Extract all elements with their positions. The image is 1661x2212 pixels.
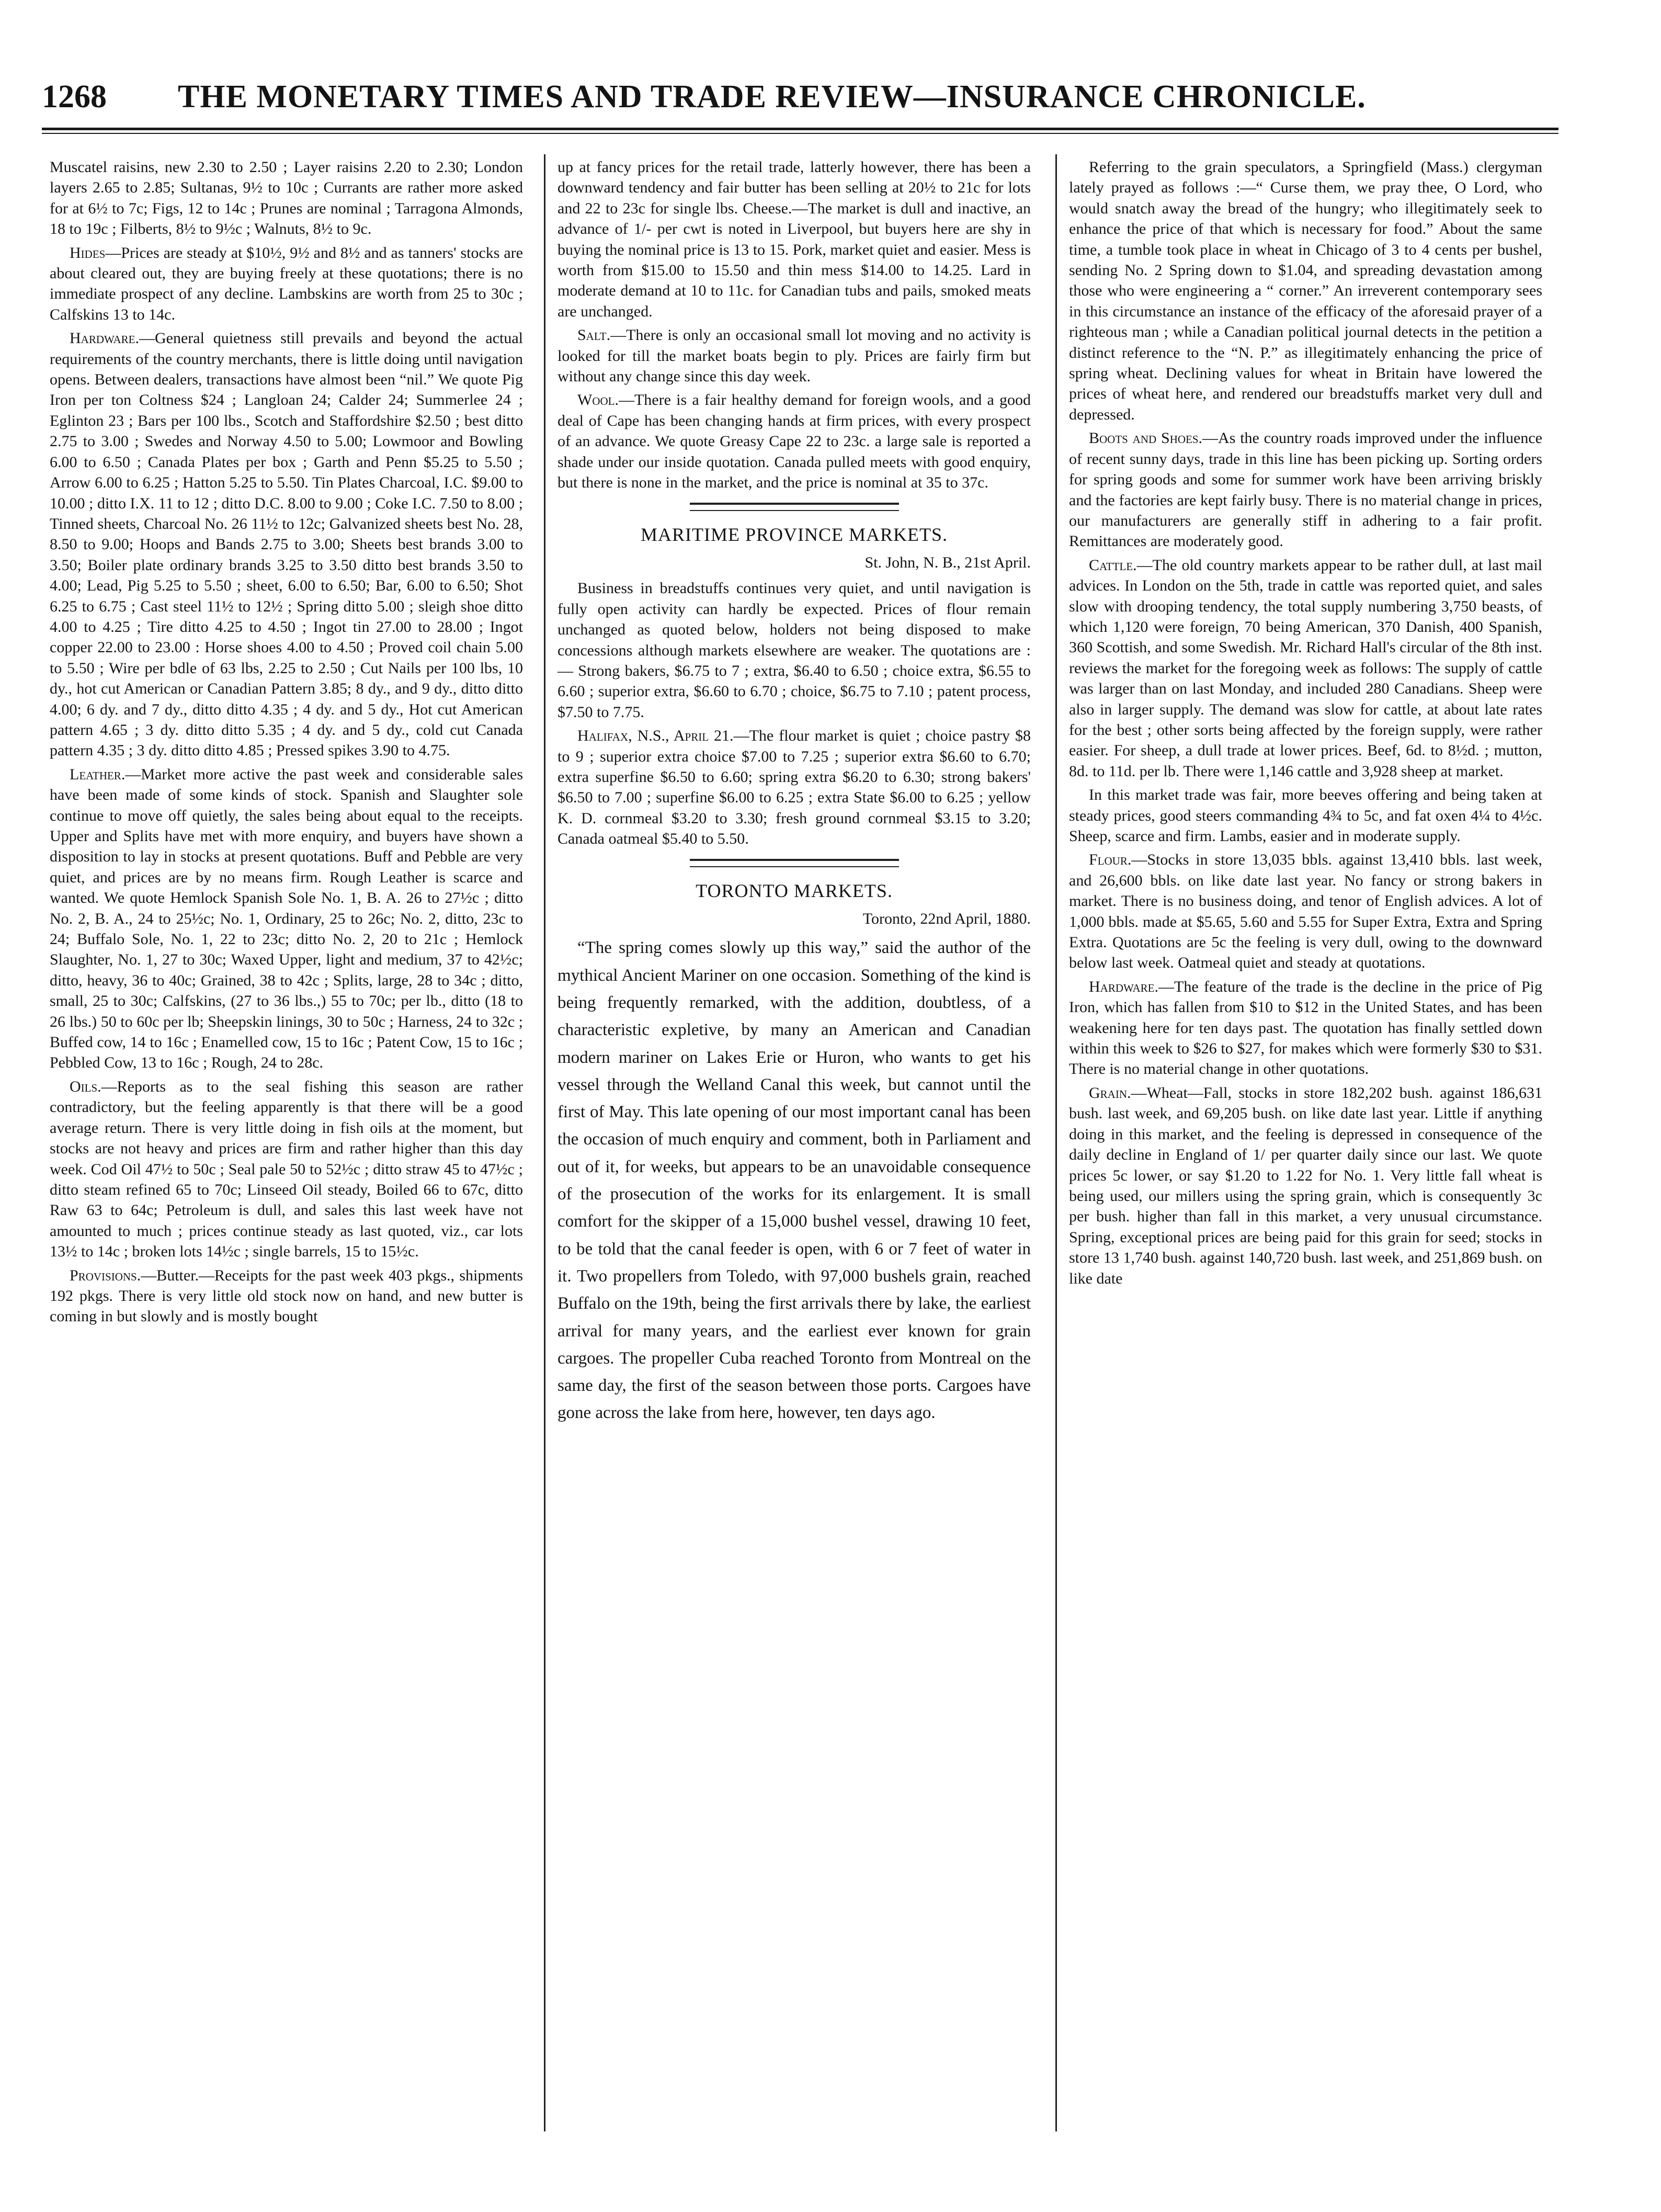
page-number: 1268 <box>42 79 107 115</box>
paragraph-fruits: Muscatel raisins, new 2.30 to 2.50 ; Layer raisins 2.20 to 2.30; London layers 2.65 to 2.85; Sultanas, 9½ to 10c ; Currants are rather more asked for at 6½ to 7c; Figs, 12 to 14c ; Prunes are nominal ; Tarragona Almonds, 18 to 19c ; Filberts, 8½ to 9½c ; Walnuts, 8½ to 9c. <box>50 158 523 238</box>
paragraph-butter-cont: up at fancy prices for the retail trade, latterly however, there has been a downward tendency and fair butter has been selling at 20½ to 21c for lots and 22 to 23c for single lbs. Cheese.—The market is dull and inactive, an advance of 1/- per cwt is noted in Liverpool, but buyers here are shy in buying the nominal price is 13 to 15. Pork, market quiet and easier. Mess is worth from $15.00 to 15.50 and thin mess $14.00 to 14.25. Lard in moderate demand at 10 to 11c. for Canadian tubs and pails, smoked meats are unchanged. <box>558 158 1031 320</box>
section-title-toronto: TORONTO MARKETS. <box>696 880 893 901</box>
paragraph-maritime: Business in breadstuffs continues very quiet, and until navigation is fully open activity can hardly be expected. Prices of flour remain unchanged as quoted below, holders not being disposed to make concessions although markets elsewhere are weaker. The quotations are :— Strong bakers, $6.75 to 7 ; extra, $6.40 to 6.50 ; choice extra, $6.55 to 6.60 ; superior extra, $6.60 to 6.70 ; choice, $6.75 to 7.10 ; patent process, $7.50 to 7.75. <box>558 580 1031 721</box>
section-separator <box>690 859 899 867</box>
paragraph-cattle-local: In this market trade was fair, more beeves offering and being taken at steady prices, good steers commanding 4¾ to 5c, and fat oxen 4¼ to 4½c. Sheep, scarce and firm. Lambs, easier and in moderate supply. <box>1069 786 1542 845</box>
paragraph-grain: Grain.—Wheat—Fall, stocks in store 182,202 bush. against 186,631 bush. last week, and 69,205 bush. on like date last year. Little if anything doing in this market, and the feeling is depressed in consequence of the daily decline in England of 1/ per quarter daily since our last. We quote prices 5c lower, or say $1.20 to 1.22 for No. 1. Very little fall wheat is being used, our millers using the spring grain, which is consequently 3c per bush. higher than fall in this market, a very unusual circumstance. Spring, exceptional prices are being paid for this grain for seed; stocks in store 13 1,740 bush. against 140,720 bush. last week, and 251,869 bush. on like date <box>1069 1084 1542 1287</box>
dateline-toronto: Toronto, 22nd April, 1880. <box>862 910 1031 927</box>
paragraph-toronto: “The spring comes slowly up this way,” said the author of the mythical Ancient Mariner on one occasion. Something of the kind is being frequently remarked, with the addition, doubtless, of a characteristic expletive, by many an American and Canadian modern mariner on Lakes Erie or Huron, who wants to get his vessel through the Welland Canal this week, but cannot until the first of May. This late opening of our most important canal has been the occasion of much enquiry and comment, both in Parliament and out of it, for weeks, but appears to be an unavoidable consequence of the prosecution of the works for its enlargement. It is small comfort for the skipper of a 15,000 bushel vessel, drawing 10 feet, to be told that the canal feeder is open, with 6 or 7 feet of water in it. Two propellers from Toledo, with 97,000 bushels grain, reached Buffalo on the 19th, being the first arrivals there by lake, the earliest arrival for many years, and the earliest ever known for grain cargoes. The propeller Cuba reached Toronto from Montreal on the same day, the first of the season between those ports. Cargoes have gone across the lake from here, however, ten days ago. <box>558 938 1031 1423</box>
page-title: THE MONETARY TIMES AND TRADE REVIEW—INSURANCE CHRONICLE. <box>178 79 1366 115</box>
paragraph-wool: Wool.—There is a fair healthy demand for foreign wools, and a good deal of Cape has been changing hands at firm prices, with every prospect of an advance. We quote Greasy Cape 22 to 23c. a large sale is reported a shade under our inside quotation. Canada pulled meets with good enquiry, but there is none in the market, and the price is nominal at 35 to 37c. <box>558 391 1031 492</box>
section-separator <box>690 503 899 511</box>
paragraph-oils: Oils.—Reports as to the seal fishing this season are rather contradictory, but the feeling apparently is that there will be a good average return. There is very little doing in fish oils at the moment, but stocks are not heavy and prices are firm and rather higher than this day week. Cod Oil 47½ to 50c ; Seal pale 50 to 52½c ; ditto straw 45 to 47½c ; ditto steam refined 65 to 70c; Linseed Oil steady, Boiled 66 to 67c, ditto Raw 63 to 64c; Petroleum is dull, and sales this last week have not amounted to much ; prices continue steady as last quoted, viz., car lots 13½ to 14c ; broken lots 14½c ; single barrels, 15 to 15½c. <box>50 1077 523 1261</box>
column-2 <box>558 157 1031 1430</box>
column-3 <box>1069 157 1542 1292</box>
paragraph-grain-speculators: Referring to the grain speculators, a Springfield (Mass.) clergyman lately prayed as follows :—“ Curse them, we pray thee, O Lord, who would snatch away the bread of the hungry; who illegitimately seek to enhance the price of that which is necessary for food.” About the same time, a tumble took place in wheat in Chicago of 3 to 4 cents per bushel, sending No. 2 Spring down to $1.04, and spreading devastation among those who were engineering a “ corner.” An irreverent contemporary sees in this circumstance an instance of the efficacy of the aforesaid prayer of a righteous man ; while a Canadian political journal detects in the petition a distinct reference to the “N. P.” as illegitimately enhancing the price of spring wheat. Declining values for wheat in Britain have lowered the prices of wheat here, and rendered our breadstuffs market very dull and depressed. <box>1069 158 1542 423</box>
paragraph-flour: Flour.—Stocks in store 13,035 bbls. against 13,410 bbls. last week, and 26,600 bbls. on like date last year. No fancy or strong bakers in market. There is no business doing, and tenor of English advices. A lot of 1,000 bbls. made at $5.65, 5.60 and 5.55 for Super Extra, Extra and Spring Extra. Quotations are 5c the feeling is very dull, owing to the downward below last week. Oatmeal quiet and steady at quotations. <box>1069 851 1542 972</box>
paragraph-hardware: Hardware.—General quietness still prevails and beyond the actual requirements of the country merchants, there is little doing until navigation opens. Between dealers, transactions have almost been “nil.” We quote Pig Iron per ton Coltness $24 ; Langloan 24; Calder 24; Summerlee 24 ; Eglinton 23 ; Bars per 100 lbs., Scotch and Staffordshire $2.50 ; best ditto 2.75 to 3.00 ; Swedes and Norway 4.50 to 5.00; Lowmoor and Bowling 6.00 to 6.50 ; Canada Plates per box ; Garth and Penn $5.25 to 5.50 ; Arrow 6.00 to 6.25 ; Hatton 5.25 to 5.50. Tin Plates Charcoal, I.C. $9.00 to 10.00 ; ditto I.X. 11 to 12 ; ditto D.C. 8.00 to 9.00 ; Coke I.C. 7.50 to 8.00 ; Tinned sheets, Charcoal No. 26 11½ to 12c; Galvanized sheets best No. 28, 8.50 to 9.00; Hoops and Bands 2.75 to 3.00; Sheets best brands 3.00 to 3.50; Boiler plate ordinary brands 3.25 to 3.50 ditto best brands 3.50 to 4.00; Lead, Pig 5.25 to 5.50 ; sheet, 6.00 to 6.50; Bar, 6.00 to 6.50; Shot 6.25 to 6.75 ; Cast steel 11½ to 12½ ; Spring ditto 5.00 ; sleigh shoe ditto 4.00 to 4.25 ; Tire ditto 4.25 to 4.50 ; Ingot tin 27.00 to 28.00 ; Ingot copper 22.00 to 23.00 : Horse shoes 4.00 to 4.50 ; Proved coil chain 5.00 to 5.50 ; Wire per bdle of 63 lbs, 2.25 to 2.50 ; Cut Nails per 100 lbs, 10 dy., hot cut American or Canadian Pattern 3.85; 8 dy., and 9 dy., ditto ditto 4.00; 6 dy. and 7 dy., ditto ditto 4.35 ; 4 dy. and 5 dy., Hot cut American pattern 4.65 ; 3 dy. ditto ditto 5.35 ; 4 dy. and 5 dy., cold cut Canada pattern 4.35 ; 3 dy. ditto ditto 4.85 ; Pressed spikes 3.90 to 4.75. <box>50 330 523 759</box>
paragraph-halifax: Halifax, N.S., April 21.—The flour market is quiet ; choice pastry $8 to 9 ; superior extra choice $7.00 to 7.25 ; superior extra $6.60 to 6.70; extra superfine $6.50 to 6.60; spring extra $6.20 to 6.30; strong bakers' $6.50 to 7.00 ; superfine $6.00 to 6.25 ; extra State $6.00 to 6.25 ; yellow K. D. cornmeal $3.20 to 3.30; fresh ground cornmeal $3.15 to 3.20; Canada oatmeal $5.40 to 5.50. <box>558 727 1031 848</box>
paragraph-cattle: Cattle.—The old country markets appear to be rather dull, at last mail advices. In London on the 5th, trade in cattle was reported quiet, and sales slow with drooping tendency, the total supply numbering 3,750 beasts, of which 1,120 were foreign, 70 being American, 370 Danish, 400 Spanish, 360 Scottish, and some Swedish. Mr. Richard Hall's circular of the 8th inst. reviews the market for the foregoing week as follows: The supply of cattle was larger than on last Monday, and included 280 Canadians. Sheep were also in larger supply. The demand was slow for cattle, at about late rates for the best ; other sorts being affected by the foreign supply, were rather easier. For sheep, a dull trade at lower prices. Beef, 6d. to 8½d. ; mutton, 8d. to 11d. per lb. There were 1,146 cattle and 3,928 sheep at market. <box>1069 556 1542 780</box>
paragraph-boots-shoes: Boots and Shoes.—As the country roads improved under the influence of recent sunny days, trade in this line has been picking up. Sorting orders for spring goods and some for summer work have been arriving briskly and the factories are kept fairly busy. There is no material change in prices, our manufacturers are generally stiff in adhering to a fair profit. Remittances are moderately good. <box>1069 429 1542 550</box>
paragraph-hides: Hides—Prices are steady at $10½, 9½ and 8½ and as tanners' stocks are about cleared out, they are buying freely at these quotations; there is no immediate prospect of any decline. Lambskins are worth from 25 to 30c ; Calfskins 13 to 14c. <box>50 244 523 323</box>
header-rule-thick <box>42 128 1558 130</box>
column-divider-2 <box>1055 154 1057 2131</box>
paragraph-salt: Salt.—There is only an occasional small lot moving and no activity is looked for till the market boats begin to ply. Prices are fairly firm but without any change since this day week. <box>558 326 1031 385</box>
column-1 <box>50 157 523 1330</box>
paragraph-hardware-toronto: Hardware.—The feature of the trade is the decline in the price of Pig Iron, which has fallen from $10 to $12 in the United States, and has been weakening here for ten days past. The quotation has finally settled down within this week to $26 to $27, for makes which were formerly $30 to $31. There is no material change in other quotations. <box>1069 978 1542 1078</box>
header-rule-thin <box>42 133 1558 134</box>
dateline-st-john: St. John, N. B., 21st April. <box>864 553 1031 571</box>
paragraph-leather: Leather.—Market more active the past week and considerable sales have been made of some kinds of stock. Spanish and Slaughter sole continue to move off quietly, the sales being about equal to the receipts. Upper and Splits have met with more enquiry, and buyers have shown a disposition to lay in stocks at present quotations. Buff and Pebble are very quiet, and prices are by no means firm. Rough Leather is scarce and wanted. We quote Hemlock Spanish Sole No. 1, B. A. 26 to 27½c ; ditto No. 2, B. A., 24 to 25½c; No. 1, Ordinary, 25 to 26c; No. 2, ditto, 23c to 24; Buffalo Sole, No. 1, 22 to 23c; ditto No. 2, 20 to 21c ; Hemlock Slaughter, No. 1, 27 to 30c; Waxed Upper, light and medium, 37 to 42½c; ditto, heavy, 36 to 40c; Grained, 38 to 42c ; Splits, large, 28 to 34c ; ditto, small, 25 to 30c; Calfskins, (27 to 36 lbs.,) 55 to 70c; per lb., ditto (18 to 26 lbs.) 50 to 60c per lb; Sheepskin linings, 30 to 50c ; Harness, 24 to 32c ; Buffed cow, 14 to 16c ; Enamelled cow, 15 to 16c ; Patent Cow, 15 to 16c ; Pebbled Cow, 13 to 16c ; Rough, 24 to 28c. <box>50 765 523 1072</box>
section-title-maritime: MARITIME PROVINCE MARKETS. <box>640 524 948 545</box>
paragraph-provisions: Provisions.—Butter.—Receipts for the past week 403 pkgs., shipments 192 pkgs. There is very little old stock now on hand, and new butter is coming in but slowly and is mostly bought <box>50 1266 523 1325</box>
page-header <box>42 78 1558 126</box>
column-divider-1 <box>544 154 545 2131</box>
